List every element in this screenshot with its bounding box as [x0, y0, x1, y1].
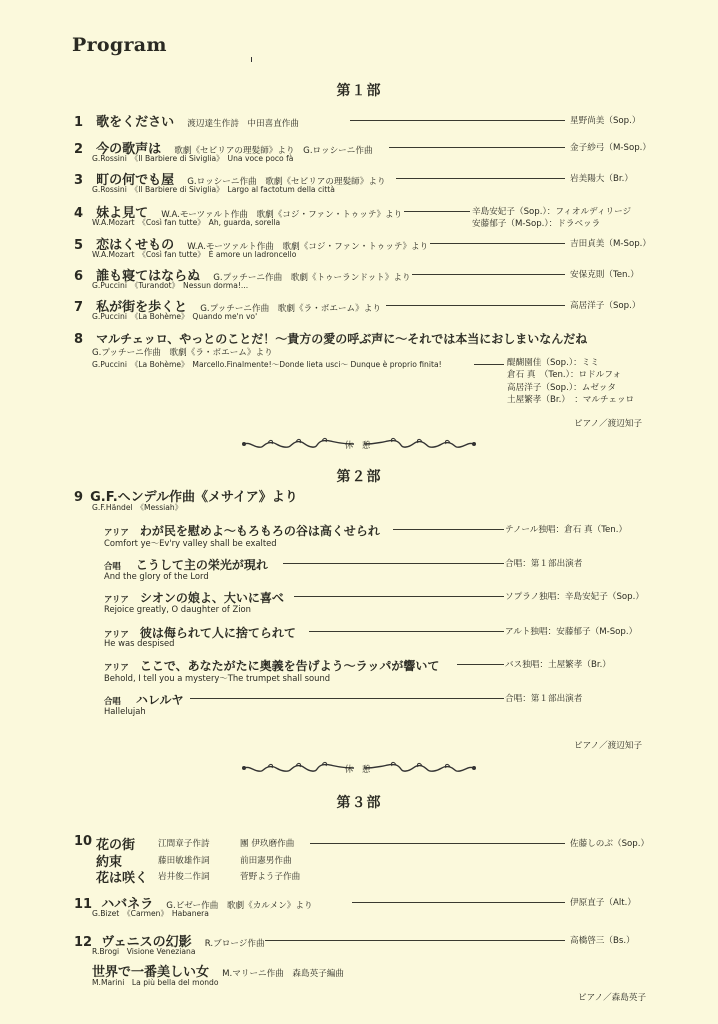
pianist-part-3: ピアノ／森島英子: [578, 993, 647, 1003]
song-title-hana-no-machi: 花の街: [96, 838, 136, 853]
number-performer: ソプラノ独唱：辛島安妃子（Sop.）: [505, 592, 644, 602]
song-composer: 前田憲男作曲: [240, 856, 292, 866]
cast-mimi: 醍醐園佳（Sop.）：ミミ: [507, 358, 599, 368]
item-credit: G.プッチーニ作曲 歌劇《トゥーランドット》より: [213, 273, 411, 283]
cast-rodolfo: 倉石 真 （Ten.）：ロドルフォ: [507, 370, 622, 381]
item-original-title: G.Bizet 《Carmen》 Habanera: [92, 909, 209, 918]
item-original-title: G.F.Händel 《Messiah》: [92, 503, 183, 512]
number-type: 合唱: [104, 696, 121, 706]
item-title: 私が街を歩くと: [96, 300, 188, 315]
leader-line: [309, 631, 504, 632]
item-original-title: M.Marini La più bella del mondo: [92, 978, 219, 987]
leader-line: [352, 902, 565, 903]
item-number: 9: [74, 490, 84, 505]
item-performer: 星野尚美（Sop.）: [570, 116, 641, 126]
item-original-title: W.A.Mozart 《Così fan tutte》 È amore un ladroncello: [92, 250, 297, 259]
item-credit: W.A.モーツァルト作曲 歌劇《コジ・ファン・トゥッテ》より: [161, 210, 403, 220]
item-performer: 安保克則（Ten.）: [570, 270, 639, 280]
number-performer: 合唱：第１部出演者: [505, 694, 583, 704]
leader-line: [474, 364, 504, 365]
number-english-title: Hallelujah: [104, 706, 146, 716]
item-title: 恋はくせもの: [96, 238, 175, 253]
number-title: こうして主の栄光が現れ: [135, 558, 268, 572]
leader-line: [283, 563, 504, 564]
item-performer: 高橋啓三（Bs.）: [570, 936, 635, 946]
number-type: アリア: [104, 594, 129, 604]
item-performer: 辛島安妃子（Sop.）：フィオルディリージ: [472, 207, 632, 217]
song-composer: 菅野よう子作曲: [240, 872, 301, 882]
number-title: 彼は侮られて人に捨てられて: [139, 626, 296, 640]
item-original-title: G.Puccini 《La Bohème》 Marcello.Finalmente!〜Donde lieta usci〜 Dunque è proprio finita!: [92, 360, 442, 369]
item-title: 今の歌声は: [96, 142, 162, 157]
item-title: マルチェッロ、やっとのことだ！〜貴方の愛の呼ぶ声に〜それでは本当におしまいなんだね: [96, 332, 588, 346]
number-english-title: Rejoice greatly, O daughter of Zion: [104, 604, 251, 614]
leader-line: [190, 698, 504, 699]
number-title: わが民を慰めよ〜もろもろの谷は高くせられ: [139, 524, 380, 538]
item-title: ヴェニスの幻影: [101, 935, 192, 950]
number-english-title: And the glory of the Lord: [104, 571, 209, 581]
item-number: 8: [74, 332, 84, 347]
leader-line: [404, 211, 470, 212]
item-credit: 歌劇《セビリアの理髪師》より G.ロッシーニ作曲: [174, 146, 373, 156]
number-type: アリア: [104, 662, 129, 672]
program-item-8: [74, 328, 587, 347]
item-number: 1: [74, 115, 84, 130]
item-credit: R.ブロージ作曲: [204, 939, 265, 949]
item-number: 3: [74, 173, 84, 188]
song-lyricist: 江間章子作詩: [158, 839, 210, 849]
item-performer: 高居洋子（Sop.）: [570, 301, 641, 311]
number-performer: バス独唱：土屋繁孝（Br.）: [505, 660, 611, 670]
number-english-title: He was despised: [104, 638, 175, 648]
leader-line: [393, 529, 504, 530]
item-performer: 吉田貞美（M-Sop.）: [570, 239, 651, 249]
item-original-title: G.Rossini 《Il Barbiere di Siviglia》 Largo al factotum della città: [92, 185, 335, 194]
item-original-title: G.Puccini 《La Bohème》 Quando me'n vo': [92, 312, 258, 321]
part-1-heading: 第１部: [336, 83, 382, 99]
pianist-part-2: ピアノ／渡辺知子: [574, 741, 643, 751]
number-title: ハレルヤ: [135, 693, 184, 707]
song-lyricist: 岩井俊二作詞: [158, 872, 210, 882]
intermission-label: 休 憩: [344, 764, 374, 774]
song-lyricist: 藤田敏雄作詞: [158, 856, 210, 866]
number-title: ここで、あなたがたに奥義を告げよう〜ラッパが響いて: [139, 659, 440, 673]
song-title-yakusoku: 約束: [96, 855, 123, 870]
number-performer: 合唱：第１部出演者: [505, 559, 583, 569]
item-title: ハバネラ: [101, 897, 154, 912]
leader-line: [310, 843, 565, 844]
item-number: 2: [74, 142, 84, 157]
item-number-10: 10: [74, 834, 93, 849]
item-number: 11: [74, 897, 93, 912]
item-credit: G.ロッシーニ作曲 歌劇《セビリアの理髪師》より: [187, 177, 386, 187]
leader-line: [386, 305, 565, 306]
item-number: 5: [74, 238, 84, 253]
item-title: 歌をください: [96, 115, 175, 130]
program-item-1: [74, 111, 299, 130]
item-number: 7: [74, 300, 84, 315]
item-title: G.F.ヘンデル作曲《メサイア》より: [90, 490, 298, 505]
number-performer: アルト独唱：安藤郁子（M-Sop.）: [505, 627, 638, 637]
item-original-title: G.Puccini 《Turandot》 Nessun dorma!...: [92, 281, 249, 290]
item-performer: 佐藤しのぶ（Sop.）: [570, 839, 650, 849]
item-original-title: W.A.Mozart 《Così fan tutte》 Ah, guarda, sorella: [92, 218, 281, 227]
leader-line: [350, 120, 565, 121]
song-title-hana-wa-saku: 花は咲く: [96, 871, 149, 886]
item-title: 誰も寝てはならぬ: [96, 269, 201, 284]
item-credit: G.プッチーニ作曲 歌劇《ラ・ボエーム》より: [200, 304, 381, 314]
item-performer: 伊原直子（Alt.）: [570, 898, 636, 908]
number-english-title: Behold, I tell you a mystery〜The trumpet shall sound: [104, 673, 331, 683]
leader-line: [457, 664, 504, 665]
leader-line: [294, 596, 504, 597]
part-3-heading: 第３部: [336, 795, 382, 811]
item-credit: G.ビゼー作曲 歌劇《カルメン》より: [166, 901, 313, 911]
item-credit: G.プッチーニ作曲 歌劇《ラ・ボエーム》より: [92, 348, 273, 358]
number-type: アリア: [104, 629, 129, 639]
number-type: アリア: [104, 527, 129, 537]
item-original-title: R.Brogi Visione Veneziana: [92, 947, 196, 956]
item-title: 世界で一番美しい女: [92, 965, 210, 980]
number-performer: テノール独唱：倉石 真（Ten.）: [505, 525, 628, 535]
item-number: 12: [74, 935, 93, 950]
item-title: 妹よ見て: [96, 206, 149, 221]
leader-line: [430, 243, 565, 244]
item-credit: M.マリーニ作曲 森島英子編曲: [222, 969, 344, 979]
item-original-title: G.Rossini 《Il Barbiere di Siviglia》 Una voce poco fà: [92, 154, 294, 163]
cast-list: [507, 357, 634, 407]
item-number: 6: [74, 269, 84, 284]
intermission-label: 休 憩: [344, 440, 374, 450]
number-english-title: Comfort ye〜Ev'ry valley shall be exalted: [104, 538, 277, 548]
item-performer: 岩美陽大（Br.）: [570, 174, 633, 184]
item-title: 町の何でも屋: [96, 173, 175, 188]
cast-marcello: 土屋繁孝（Br.） ：マルチェッロ: [507, 395, 635, 406]
leader-line: [396, 178, 565, 179]
page-title: Program: [72, 34, 167, 56]
leader-line: [412, 274, 565, 275]
leader-line: [265, 940, 565, 941]
item-performer-2: 安藤郁子（M-Sop.）：ドラベッラ: [472, 219, 601, 229]
item-performer: 金子紗弓（M-Sop.）: [570, 143, 651, 153]
pianist-part-1: ピアノ／渡辺知子: [574, 419, 643, 429]
item-credit: W.A.モーツァルト作曲 歌劇《コジ・ファン・トゥッテ》より: [187, 242, 429, 252]
number-title: シオンの娘よ、大いに喜べ: [139, 591, 284, 605]
item-credit: 渡辺達生作詩 中田喜直作曲: [187, 119, 299, 129]
song-composer: 團 伊玖磨作曲: [240, 839, 295, 849]
cast-musetta: 高居洋子（Sop.）：ムゼッタ: [507, 382, 616, 393]
part-2-heading: 第２部: [336, 469, 382, 485]
stray-mark: [251, 57, 252, 62]
leader-line: [389, 147, 565, 148]
number-type: 合唱: [104, 561, 121, 571]
item-number: 4: [74, 206, 84, 221]
